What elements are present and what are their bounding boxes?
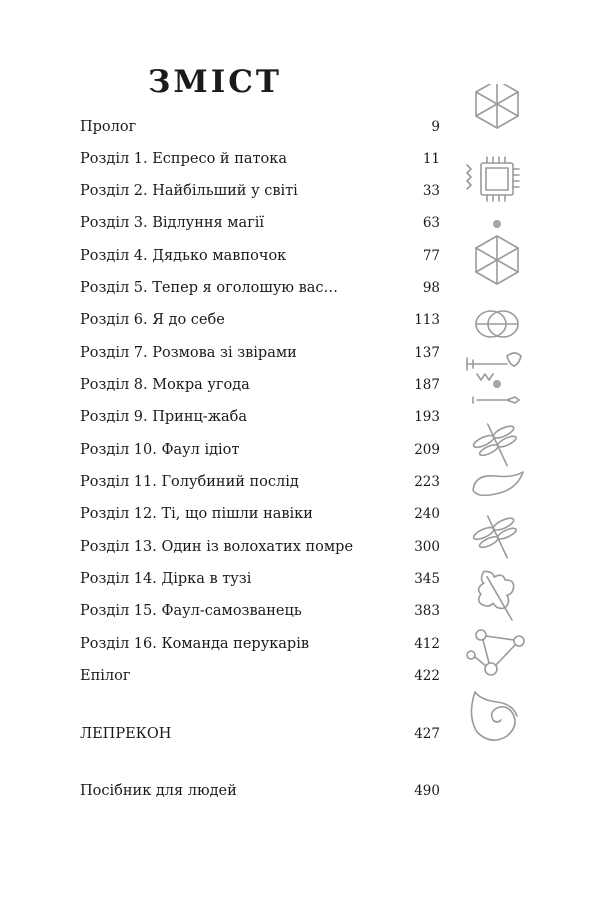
decorative-icons	[452, 84, 562, 764]
toc-label: Розділ 15. Фаул-самозванець	[80, 603, 302, 619]
toc-label: Розділ 13. Один із волохатих помре	[80, 539, 354, 555]
hexagon-icon	[476, 236, 518, 284]
toc-label: Розділ 7. Розмова зі звірами	[80, 345, 297, 361]
toc-row[interactable]	[80, 632, 440, 656]
toc-row[interactable]	[80, 664, 440, 688]
toc-row[interactable]	[80, 438, 440, 462]
toc-page: 209	[414, 442, 440, 458]
toc-page: 345	[414, 571, 440, 587]
toc-row[interactable]	[80, 405, 440, 429]
toc-row[interactable]	[80, 179, 440, 203]
toc-label: Розділ 12. Ті, що пішли навіки	[80, 506, 313, 522]
toc-page: 137	[414, 345, 440, 361]
toc-label: Розділ 11. Голубиний послід	[80, 474, 299, 490]
chip-icon	[467, 157, 519, 201]
toc-page: 98	[422, 280, 440, 296]
toc-label: Розділ 8. Мокра угода	[80, 377, 250, 393]
toc-row[interactable]	[80, 470, 440, 494]
toc-label: Розділ 5. Тепер я оголошую вас…	[80, 280, 339, 296]
toc-page: 422	[414, 668, 440, 684]
toc-label: Розділ 16. Команда перукарів	[80, 636, 310, 652]
toc-row[interactable]	[80, 722, 440, 746]
toc-label: Епілог	[80, 668, 131, 684]
toc-page: 412	[414, 636, 440, 652]
spiral-icon	[471, 692, 517, 740]
toc-label: Розділ 14. Дірка в тузі	[80, 571, 252, 587]
toc-row[interactable]	[80, 276, 440, 300]
toc-row[interactable]	[80, 244, 440, 268]
toc-label: Розділ 4. Дядько мавпочок	[80, 248, 287, 264]
toc-row[interactable]	[80, 341, 440, 365]
dragonfly-icon	[468, 507, 527, 567]
toc-page: 77	[422, 248, 440, 264]
flower-icon	[467, 353, 521, 380]
toc-row[interactable]	[80, 373, 440, 397]
toc-page: 240	[414, 506, 440, 522]
dot-icon	[493, 380, 501, 388]
toc-row[interactable]	[80, 115, 440, 139]
toc-label: ЛЕПРЕКОН	[80, 726, 172, 742]
toc-row[interactable]	[80, 599, 440, 623]
toc-page: 193	[414, 409, 440, 425]
decorative-icon-column	[452, 84, 562, 764]
dot-icon	[493, 220, 501, 228]
toc-page: 427	[414, 726, 440, 742]
pen-icon	[473, 397, 519, 403]
toc-label: Розділ 2. Найбільший у світі	[80, 183, 298, 199]
toc-label: Розділ 3. Відлуння магії	[80, 215, 265, 231]
toc-page: 490	[414, 783, 440, 799]
molecule-icon	[467, 630, 524, 675]
toc-label: Розділ 6. Я до себе	[80, 312, 225, 328]
toc-row[interactable]	[80, 211, 440, 235]
toc-label: Посібник для людей	[80, 783, 237, 799]
toc-page: 9	[431, 119, 440, 135]
toc-row[interactable]	[80, 147, 440, 171]
toc-page: 113	[414, 312, 440, 328]
toc-page: 223	[414, 474, 440, 490]
toc-page: 11	[422, 151, 440, 167]
oak-leaf-icon	[467, 562, 528, 630]
toc-row[interactable]	[80, 567, 440, 591]
toc-page: 187	[414, 377, 440, 393]
dragonfly-icon	[468, 415, 527, 475]
toc-page: 63	[422, 215, 440, 231]
toc-label: Розділ 10. Фаул ідіот	[80, 442, 240, 458]
leaf-icon	[473, 472, 523, 495]
acorn-icon	[476, 311, 518, 337]
hexagon-icon	[476, 84, 518, 128]
toc-page: 383	[414, 603, 440, 619]
toc-row[interactable]	[80, 535, 440, 559]
toc-row[interactable]	[80, 308, 440, 332]
toc-row[interactable]	[80, 779, 440, 803]
toc-row[interactable]	[80, 502, 440, 526]
toc-page: 300	[414, 539, 440, 555]
toc-label: Пролог	[80, 119, 137, 135]
toc-page: 33	[422, 183, 440, 199]
toc-label: Розділ 1. Еспресо й патока	[80, 151, 287, 167]
page-title: ЗМІСТ	[148, 64, 282, 100]
toc-label: Розділ 9. Принц-жаба	[80, 409, 248, 425]
